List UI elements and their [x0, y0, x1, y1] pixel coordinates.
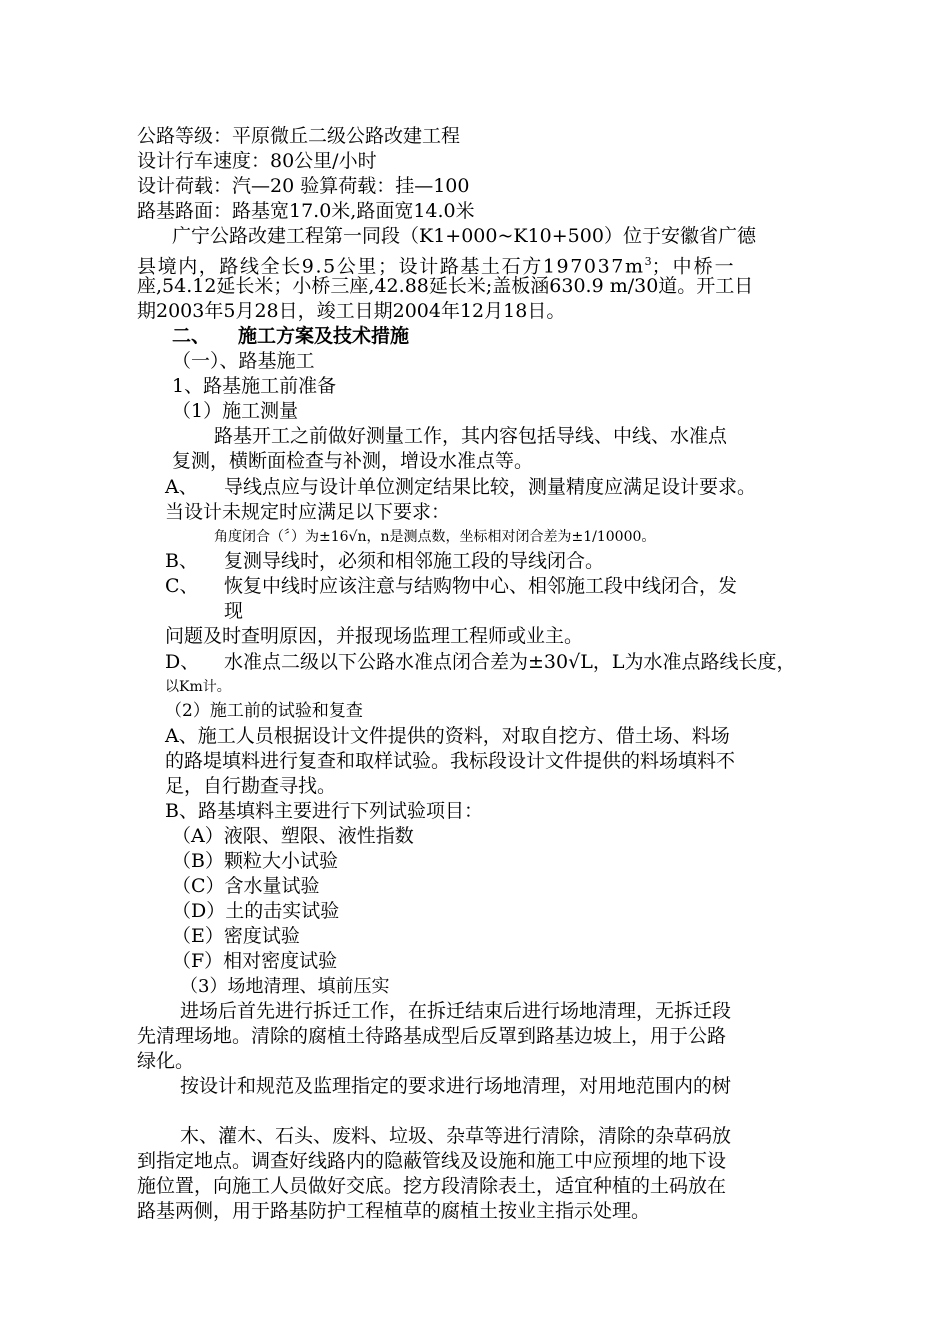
test-item-c: （C）含水量试验 [172, 875, 320, 897]
point-b-label: B、 [165, 550, 198, 572]
overview-line-2-text: 县境内，路线全长9.5公里；设计路基土石方197037m [137, 255, 645, 278]
point-c-text-3: 问题及时查明原因，并报现场监理工程师或业主。 [165, 625, 584, 647]
point-a-text-2: 当设计未规定时应满足以下要求： [165, 501, 451, 523]
item-heading-measure: （1）施工测量 [172, 400, 299, 422]
clearing-para2-line-1: 按设计和规范及监理指定的要求进行场地清理，对用地范围内的树 [180, 1075, 732, 1097]
spec-design-load: 设计荷载：汽—20 验算荷载：挂—100 [137, 175, 470, 197]
point-c-text: 恢复中线时应该注意与结购物中心、相邻施工段中线闭合，发 [224, 575, 738, 597]
item-heading-testing: （2）施工前的试验和复查 [165, 701, 363, 721]
overview-line-1: 广宁公路改建工程第一同段（K1+000~K10+500）位于安徽省广德 [172, 225, 756, 247]
point-b-text: 复测导线时，必须和相邻施工段的导线闭合。 [224, 550, 605, 572]
section-heading-title: 施工方案及技术措施 [238, 325, 410, 347]
spec-road-grade: 公路等级：平原微丘二级公路改建工程 [137, 125, 461, 147]
spec-design-speed: 设计行车速度：80公里/小时 [137, 150, 377, 172]
clearing-para3-line-2: 到指定地点。调查好线路内的隐蔽管线及设施和施工中应预埋的地下设 [137, 1150, 727, 1172]
point-d-text-2: 以Km计。 [165, 679, 231, 695]
overview-line-3: 座,54.12延长米；小桥三座,42.88延长米;盖板涵630.9 m/30道。开工日 [137, 275, 754, 297]
point-a-text: 导线点应与设计单位测定结果比较，测量精度应满足设计要求。 [224, 476, 757, 498]
measure-para-line-2: 复测，横断面检查与补测，增设水准点等。 [172, 450, 534, 472]
point-d-label: D、 [165, 651, 200, 673]
subsection-heading: （一）、路基施工 [172, 350, 315, 372]
point-d-text: 水准点二级以下公路水准点闭合差为±30√L，L为水准点路线长度， [224, 651, 796, 673]
test-item-e: （E）密度试验 [172, 925, 300, 947]
test-item-f: （F）相对密度试验 [172, 950, 338, 972]
spec-pavement: 路基路面：路基宽17.0米,路面宽14.0米 [137, 200, 475, 222]
clearing-para3-line-4: 路基两侧，用于路基防护工程植草的腐植土按业主指示处理。 [137, 1200, 651, 1222]
testing-items-intro: B、路基填料主要进行下列试验项目： [165, 800, 483, 822]
point-c-label: C、 [165, 575, 199, 597]
overview-line-2-tail: ；中桥一 [651, 255, 736, 278]
clearing-para-line-1: 进场后首先进行拆迁工作，在拆迁结束后进行场地清理，无拆迁段 [180, 1000, 732, 1022]
test-item-b: （B）颗粒大小试验 [172, 850, 338, 872]
clearing-para-line-3: 绿化。 [137, 1050, 195, 1072]
clearing-para-line-2: 先清理场地。清除的腐植土待路基成型后反罩到路基边坡上，用于公路 [137, 1025, 727, 1047]
point-a-note: 角度闭合（〞）为±16√n，n是测点数，坐标相对闭合差为±1/10000。 [214, 529, 656, 545]
measure-para-line-1: 路基开工之前做好测量工作，其内容包括导线、中线、水准点 [214, 425, 728, 447]
test-item-d: （D）土的击实试验 [172, 900, 340, 922]
testing-para-line-3: 足，自行勘查寻找。 [165, 775, 337, 797]
clearing-para3-line-1: 木、灌木、石头、废料、垃圾、杂草等进行清除，清除的杂草码放 [180, 1125, 732, 1147]
clearing-para3-line-3: 施位置，向施工人员做好交底。挖方段清除表土，适宜种植的土码放在 [137, 1175, 727, 1197]
testing-para-line-1: A、施工人员根据设计文件提供的资料，对取自挖方、借土场、料场 [165, 725, 730, 747]
item-heading-1: 1、路基施工前准备 [172, 375, 337, 397]
section-heading-number: 二、 [172, 325, 211, 347]
overview-line-4: 期2003年5月28日，竣工日期2004年12月18日。 [137, 300, 566, 322]
testing-para-line-2: 的路堤填料进行复查和取样试验。我标段设计文件提供的料场填料不 [165, 750, 736, 772]
point-c-text-2: 现 [224, 600, 244, 622]
item-heading-clearing: （3）场地清理、填前压实 [180, 976, 390, 997]
test-item-a: （A）液限、塑限、液性指数 [172, 825, 414, 847]
cubic-superscript: 3 [644, 255, 652, 268]
point-a-label: A、 [165, 476, 198, 498]
